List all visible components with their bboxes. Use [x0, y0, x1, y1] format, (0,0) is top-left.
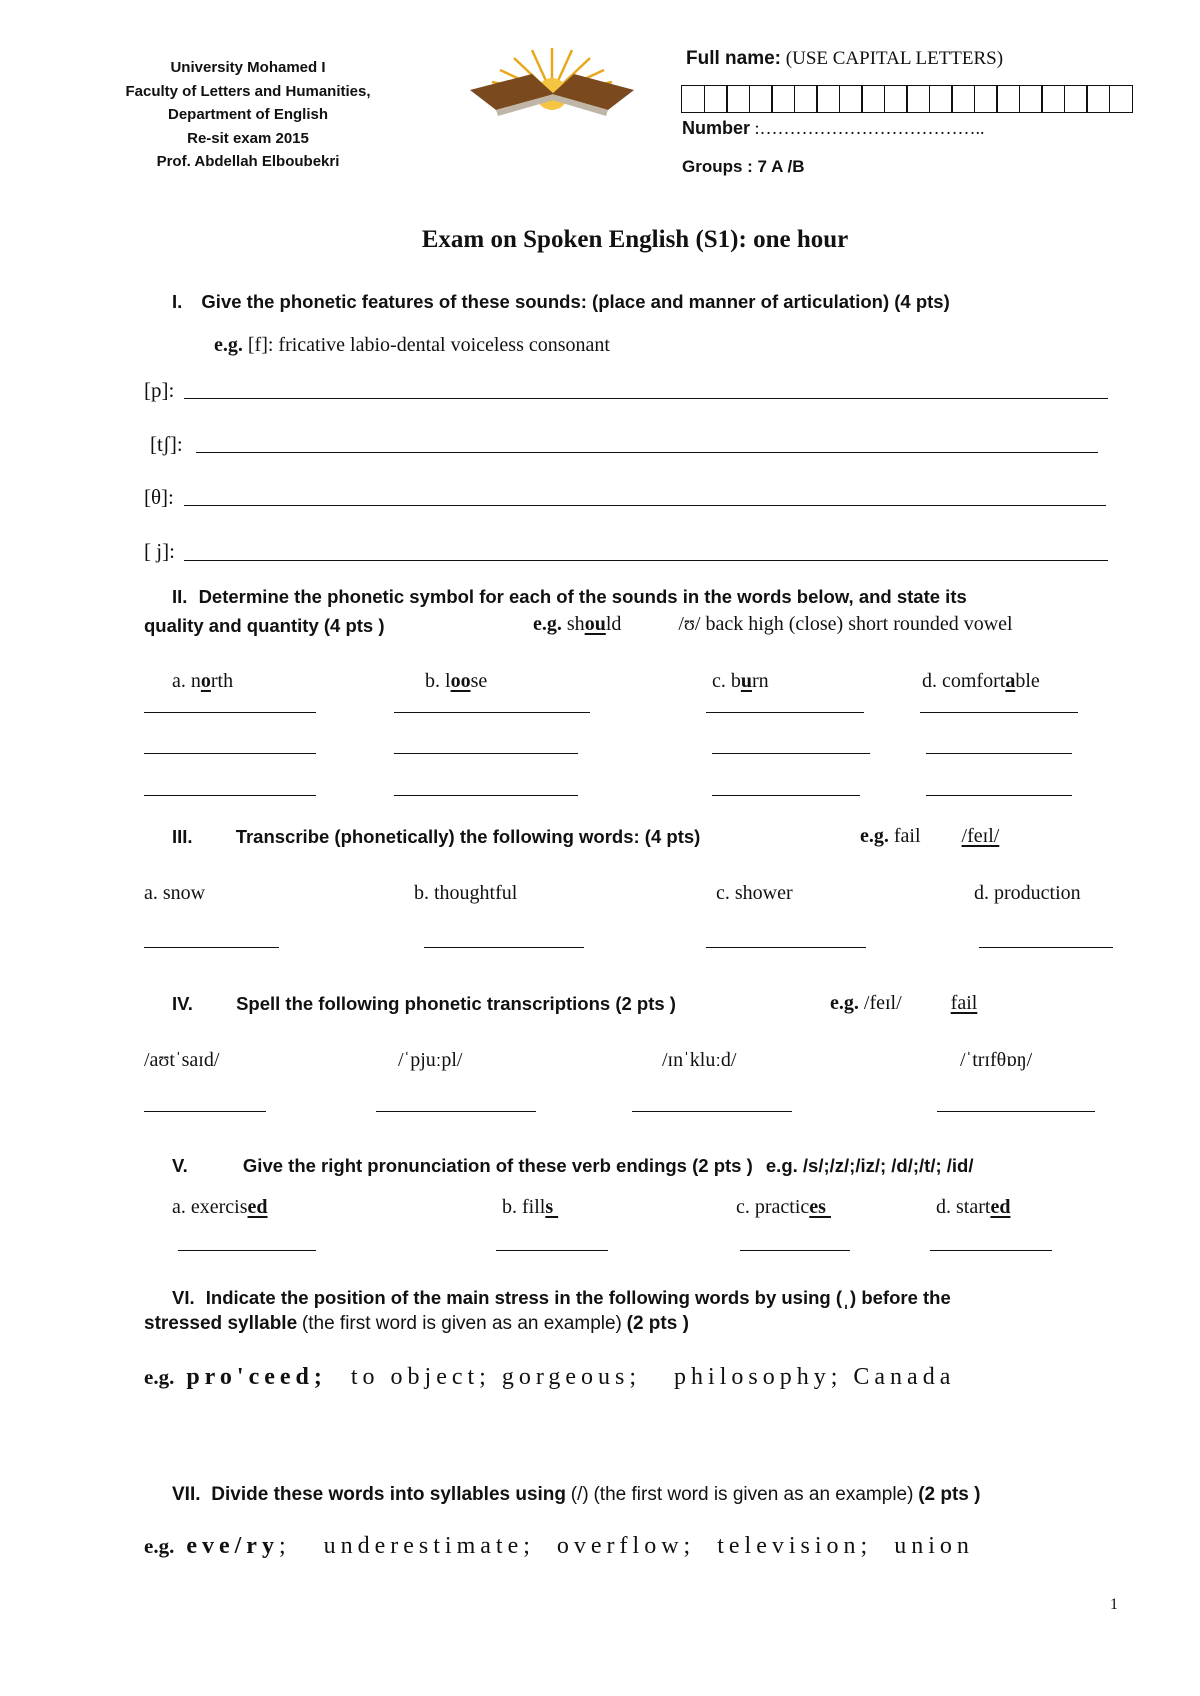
fullname-label-row — [686, 48, 1003, 70]
word-exercised — [172, 1196, 268, 1219]
word-north — [172, 670, 233, 693]
section-7-heading — [172, 1484, 980, 1506]
section-7-number: VII. — [172, 1484, 201, 1505]
answer-line[interactable] — [394, 795, 578, 796]
example-word-part: ld — [605, 613, 622, 635]
section-4-number: IV. — [172, 993, 193, 1014]
section-3-number: III. — [172, 826, 193, 847]
example-description: /ʊ/ back high (close) short rounded vowel — [678, 613, 1013, 635]
word-part: d. comfort — [922, 670, 1006, 692]
word-part: c. b — [712, 670, 741, 692]
university-line: University Mohamed I — [170, 59, 326, 76]
fullname-hint: (USE CAPITAL LETTERS) — [785, 48, 1004, 69]
transcription-outside: /aʊtˈsaɪd/ — [144, 1049, 220, 1071]
section-2-number: II. — [172, 586, 188, 607]
word-highlight: ed — [247, 1196, 268, 1218]
answer-line[interactable] — [937, 1111, 1095, 1112]
answer-line[interactable] — [740, 1250, 850, 1251]
number-label: Number — [682, 118, 751, 138]
word-part: b. fill — [502, 1196, 546, 1218]
sound-theta-label: [θ]: — [144, 485, 174, 509]
section-1-prompt: Give the phonetic features of these sounds: (place and manner of articulation) (4 pts) — [201, 291, 950, 312]
page-number: 1 — [1110, 1596, 1118, 1613]
section-6-number: VI. — [172, 1287, 195, 1308]
section-3-prompt: Transcribe (phonetically) the following words: (4 pts) — [235, 826, 701, 847]
professor-line: Prof. Abdellah Elboubekri — [156, 153, 340, 170]
answer-line[interactable] — [712, 753, 870, 754]
example-label: e.g. — [830, 992, 859, 1014]
section-2-example — [533, 613, 1013, 636]
fullname-letter-boxes[interactable] — [681, 85, 1131, 113]
syllable-words-list: ; underestimate; overflow; television; union — [278, 1533, 974, 1559]
answer-line[interactable] — [144, 947, 279, 948]
section-1-example-text: [f]: fricative labio-dental voiceless consonant — [247, 334, 610, 356]
books-sun-logo — [462, 44, 642, 116]
answer-line[interactable] — [376, 1111, 536, 1112]
word-highlight: s — [545, 1196, 559, 1218]
answer-line[interactable] — [144, 712, 316, 713]
word-loose — [425, 670, 487, 693]
word-part: b. l — [425, 670, 451, 692]
section-7-prompt-b: (the first word is given as an example) — [593, 1484, 914, 1505]
sound-theta-answer-line[interactable] — [184, 505, 1106, 506]
example-word-part: sh — [566, 613, 585, 635]
word-highlight: ed — [990, 1196, 1011, 1218]
sound-j-answer-line[interactable] — [184, 560, 1108, 561]
example-stressed-word: pro'ceed; — [186, 1364, 327, 1390]
answer-line[interactable] — [632, 1111, 792, 1112]
answer-line[interactable] — [979, 947, 1113, 948]
exam-title: Exam on Spoken English (S1): one hour — [421, 226, 849, 253]
answer-line[interactable] — [930, 1250, 1052, 1251]
answer-line[interactable] — [496, 1250, 608, 1251]
transcription-include: /ɪnˈkluːd/ — [662, 1049, 737, 1071]
example-transcription: /feɪl/ — [863, 992, 902, 1014]
word-comfortable — [922, 670, 1040, 693]
number-dots[interactable]: :……………………………….. — [754, 118, 985, 138]
section-6-prompt-c: stressed syllable — [144, 1313, 298, 1334]
section-6-words-row — [144, 1364, 955, 1391]
faculty-line: Faculty of Letters and Humanities, — [125, 82, 371, 100]
example-list: /s/;/z/;/iz/; /d/;/t/; /id/ — [802, 1155, 974, 1176]
section-7-slash: (/) — [570, 1484, 589, 1505]
sound-j-label: [ j]: — [144, 539, 175, 563]
word-part: a. exercis — [172, 1196, 248, 1218]
example-label: e.g. — [144, 1534, 175, 1558]
answer-line[interactable] — [144, 1111, 266, 1112]
groups-label: Groups : 7 A /B — [682, 157, 805, 176]
example-label: e.g. — [533, 613, 562, 635]
example-word: fail — [893, 825, 921, 847]
example-label: e.g. — [144, 1365, 175, 1389]
section-5-number: V. — [172, 1155, 188, 1176]
sound-tsh-answer-line[interactable] — [196, 452, 1098, 453]
section-7-words-row — [144, 1533, 974, 1560]
word-part: se — [470, 670, 488, 692]
section-1-number: I. — [172, 291, 183, 312]
answer-line[interactable] — [926, 795, 1072, 796]
exam-session-line: Re-sit exam 2015 — [187, 129, 309, 147]
section-6-points: (2 pts ) — [626, 1313, 689, 1334]
answer-line[interactable] — [394, 753, 578, 754]
example-label: e.g. — [214, 334, 243, 356]
number-row — [682, 118, 985, 139]
example-transcription: /feɪl/ — [961, 825, 1000, 847]
word-highlight: oo — [450, 670, 471, 692]
word-fills — [502, 1196, 558, 1219]
university-block — [78, 56, 418, 174]
word-highlight: u — [740, 670, 753, 692]
word-part: ble — [1015, 670, 1040, 692]
section-3-heading — [172, 826, 700, 848]
word-started — [936, 1196, 1010, 1219]
word-burn — [712, 670, 769, 693]
answer-line[interactable] — [178, 1250, 316, 1251]
example-label: e.g. — [860, 825, 889, 847]
section-2-prompt-line1: Determine the phonetic symbol for each of the sounds in the words below, and state its — [198, 586, 967, 607]
word-part: a. n — [172, 670, 201, 692]
transcription-people: /ˈpjuːpl/ — [398, 1049, 463, 1071]
word-thoughtful: b. thoughtful — [414, 882, 518, 904]
example-word — [567, 613, 621, 635]
section-3-example — [860, 825, 999, 848]
word-highlight: a — [1005, 670, 1016, 692]
section-1-heading — [172, 291, 950, 313]
sound-p-answer-line[interactable] — [184, 398, 1108, 399]
section-4-prompt: Spell the following phonetic transcriptions (2 pts ) — [236, 993, 676, 1014]
section-5-heading — [172, 1155, 974, 1177]
section-6-prompt-b: ) before the — [850, 1287, 951, 1308]
section-6-prompt-line2 — [144, 1313, 689, 1335]
answer-line[interactable] — [394, 712, 590, 713]
word-highlight: es — [809, 1196, 831, 1218]
word-part: d. start — [936, 1196, 991, 1218]
example-divided-word: eve/ry — [186, 1533, 279, 1559]
section-4-example — [830, 992, 977, 1015]
section-6-prompt-a: Indicate the position of the main stress in the following words by using ( — [205, 1287, 843, 1308]
section-7-points: (2 pts ) — [918, 1484, 981, 1505]
section-6-heading — [172, 1283, 951, 1311]
stress-mark-symbol: ˌ — [842, 1283, 851, 1310]
section-7-prompt-a: Divide these words into syllables using — [211, 1484, 567, 1505]
word-practices — [736, 1196, 831, 1219]
word-part: rn — [752, 670, 769, 692]
answer-line[interactable] — [926, 753, 1072, 754]
department-line: Department of English — [167, 106, 328, 123]
sound-tsh-label: [tʃ]: — [150, 432, 183, 456]
section-6-prompt-d: (the first word is given as an example) — [301, 1313, 622, 1334]
word-highlight: o — [200, 670, 211, 692]
answer-line[interactable] — [706, 712, 864, 713]
word-part: rth — [210, 670, 234, 692]
answer-line[interactable] — [424, 947, 584, 948]
example-word-highlight: ou — [584, 613, 606, 635]
answer-line[interactable] — [144, 753, 316, 754]
word-shower: c. shower — [716, 882, 793, 904]
section-5-prompt: Give the right pronunciation of these verb endings (2 pts ) — [242, 1155, 753, 1176]
example-label: e.g. — [765, 1155, 798, 1176]
section-2-heading — [172, 586, 967, 608]
answer-line[interactable] — [706, 947, 866, 948]
answer-line[interactable] — [144, 795, 316, 796]
fullname-label: Full name: — [686, 48, 782, 69]
answer-line[interactable] — [920, 712, 1078, 713]
word-part: c. practic — [736, 1196, 810, 1218]
stress-words-list: to object; gorgeous; philosophy; Canada — [350, 1364, 956, 1390]
transcription-triphthong: /ˈtrɪfθɒŋ/ — [960, 1049, 1033, 1071]
answer-line[interactable] — [712, 795, 860, 796]
section-4-heading — [172, 993, 676, 1015]
section-1-example — [214, 334, 610, 357]
example-spelling: fail — [950, 992, 978, 1014]
word-production: d. production — [974, 882, 1081, 904]
sound-p-label: [p]: — [144, 378, 175, 402]
word-snow: a. snow — [144, 882, 206, 904]
section-2-prompt-line2: quality and quantity (4 pts ) — [144, 615, 385, 636]
